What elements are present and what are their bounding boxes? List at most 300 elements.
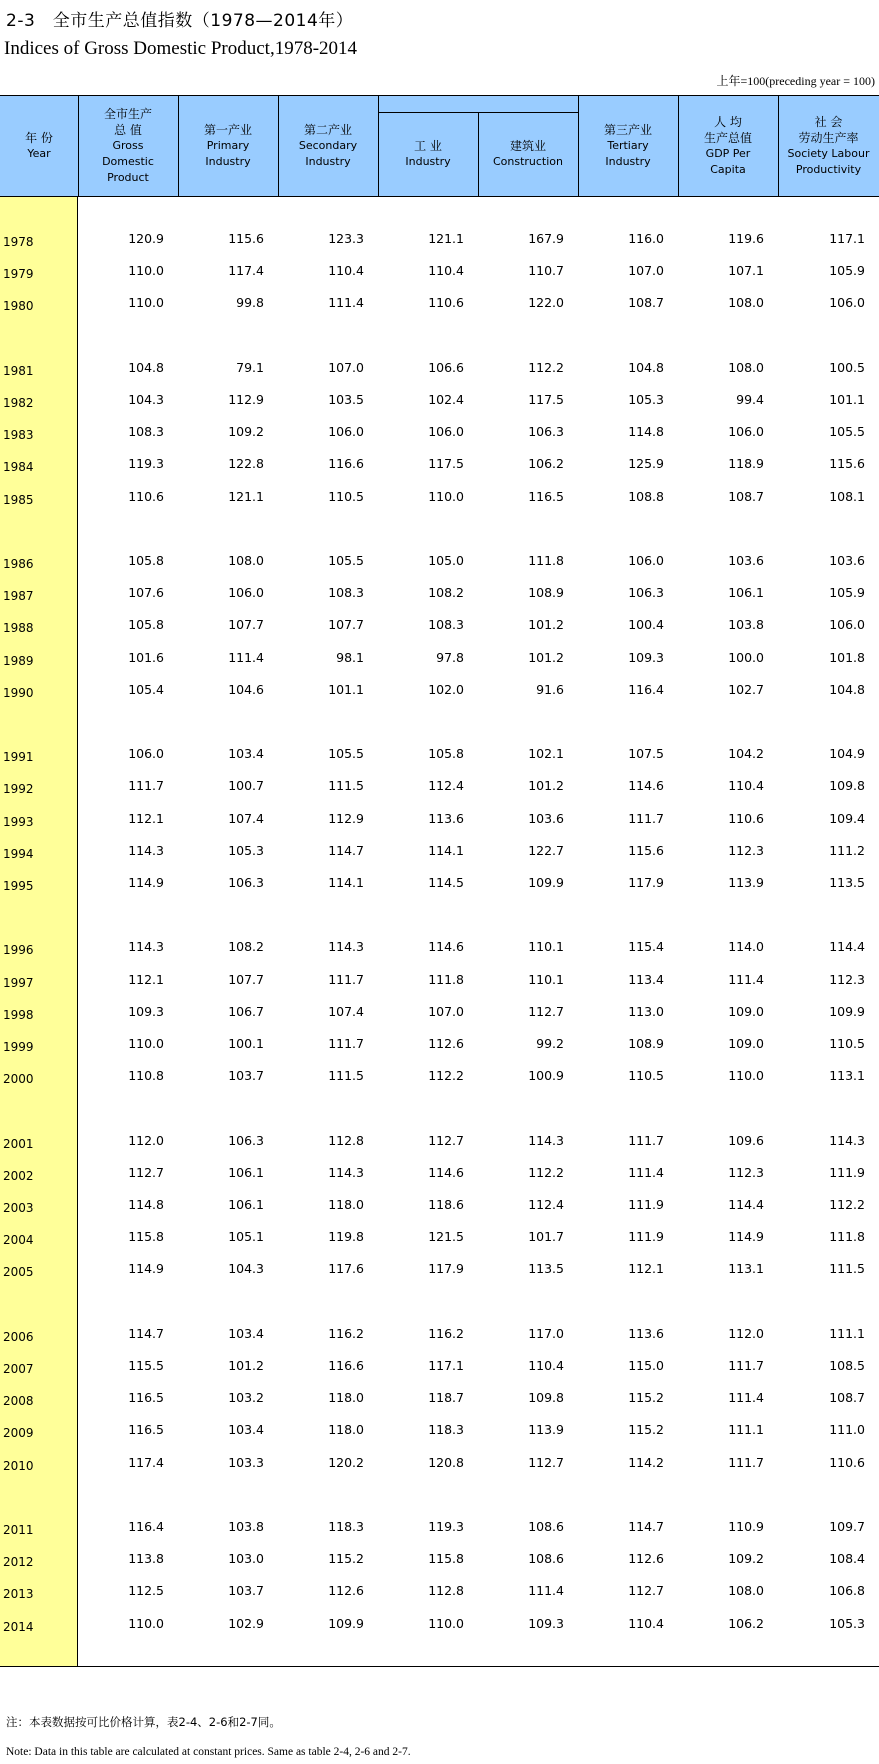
table-cell-labour: 111.8 — [829, 1229, 865, 1244]
table-cell-secondary: 112.8 — [328, 1133, 364, 1148]
table-cell-secondary: 116.6 — [328, 1358, 364, 1373]
column-header-en: Year — [27, 147, 51, 160]
column-header-percapita — [678, 96, 778, 196]
table-cell-gdp: 110.8 — [128, 1068, 164, 1083]
table-cell-secondary: 112.6 — [328, 1583, 364, 1598]
table-cell-tertiary: 115.0 — [628, 1358, 664, 1373]
table-cell-percapita: 110.4 — [728, 778, 764, 793]
page-title-en: Indices of Gross Domestic Product,1978-2014 — [4, 38, 358, 59]
table-cell-primary: 99.8 — [236, 295, 264, 310]
table-cell-primary: 108.2 — [228, 939, 264, 954]
table-cell-tertiary: 112.7 — [628, 1583, 664, 1598]
table-cell-primary: 112.9 — [228, 392, 264, 407]
row-year: 1997 — [3, 976, 34, 990]
table-cell-labour: 115.6 — [829, 456, 865, 471]
table-cell-gdp: 114.7 — [128, 1326, 164, 1341]
table-cell-secondary: 105.5 — [328, 746, 364, 761]
table-cell-secondary: 107.7 — [328, 617, 364, 632]
table-cell-labour: 105.5 — [829, 424, 865, 439]
table-cell-primary: 107.7 — [228, 972, 264, 987]
table-cell-tertiary: 111.4 — [628, 1165, 664, 1180]
table-cell-labour: 110.6 — [829, 1455, 865, 1470]
table-cell-industry: 117.9 — [428, 1261, 464, 1276]
row-year: 1995 — [3, 879, 34, 893]
table-cell-percapita: 109.6 — [728, 1133, 764, 1148]
row-year: 1992 — [3, 782, 34, 796]
table-cell-gdp: 115.8 — [128, 1229, 164, 1244]
table-cell-secondary: 114.3 — [328, 1165, 364, 1180]
table-cell-industry: 110.4 — [428, 263, 464, 278]
table-cell-tertiary: 112.6 — [628, 1551, 664, 1566]
table-cell-primary: 108.0 — [228, 553, 264, 568]
table-cell-industry: 113.6 — [428, 811, 464, 826]
header-rule — [0, 196, 879, 197]
table-cell-industry: 107.0 — [428, 1004, 464, 1019]
table-cell-percapita: 100.0 — [728, 650, 764, 665]
table-cell-labour: 109.4 — [829, 811, 865, 826]
table-cell-percapita: 111.7 — [728, 1455, 764, 1470]
table-cell-primary: 106.1 — [228, 1165, 264, 1180]
table-cell-construction: 108.9 — [528, 585, 564, 600]
table-cell-percapita: 106.1 — [728, 585, 764, 600]
table-cell-labour: 113.5 — [829, 875, 865, 890]
table-cell-tertiary: 113.0 — [628, 1004, 664, 1019]
column-header-en: Gross Domestic Product — [102, 139, 154, 184]
column-header-en: Industry — [405, 155, 451, 168]
row-year: 2004 — [3, 1233, 34, 1247]
table-cell-industry: 111.8 — [428, 972, 464, 987]
table-cell-construction: 101.2 — [528, 778, 564, 793]
table-cell-tertiary: 115.4 — [628, 939, 664, 954]
table-cell-gdp: 106.0 — [128, 746, 164, 761]
table-cell-tertiary: 113.6 — [628, 1326, 664, 1341]
table-cell-secondary: 118.0 — [328, 1197, 364, 1212]
table-cell-percapita: 113.9 — [728, 875, 764, 890]
table-cell-gdp: 110.0 — [128, 295, 164, 310]
row-year: 1998 — [3, 1008, 34, 1022]
table-cell-tertiary: 114.2 — [628, 1455, 664, 1470]
table-cell-gdp: 104.8 — [128, 360, 164, 375]
table-cell-construction: 117.0 — [528, 1326, 564, 1341]
table-cell-percapita: 103.8 — [728, 617, 764, 632]
table-cell-construction: 100.9 — [528, 1068, 564, 1083]
table-cell-industry: 116.2 — [428, 1326, 464, 1341]
column-header-year — [0, 96, 78, 196]
table-cell-labour: 108.5 — [829, 1358, 865, 1373]
table-cell-gdp: 111.7 — [128, 778, 164, 793]
table-cell-labour: 111.1 — [829, 1326, 865, 1341]
column-header-en: Tertiary Industry — [605, 139, 651, 168]
table-cell-labour: 110.5 — [829, 1036, 865, 1051]
table-cell-construction: 102.1 — [528, 746, 564, 761]
table-cell-gdp: 101.6 — [128, 650, 164, 665]
table-cell-industry: 102.0 — [428, 682, 464, 697]
row-year: 2008 — [3, 1394, 34, 1408]
table-cell-percapita: 108.7 — [728, 489, 764, 504]
table-cell-labour: 108.1 — [829, 489, 865, 504]
table-cell-labour: 114.3 — [829, 1133, 865, 1148]
table-cell-industry: 110.0 — [428, 1616, 464, 1631]
table-cell-construction: 111.8 — [528, 553, 564, 568]
table-cell-construction: 110.7 — [528, 263, 564, 278]
table-cell-primary: 107.4 — [228, 811, 264, 826]
table-cell-construction: 109.8 — [528, 1390, 564, 1405]
table-cell-secondary: 116.6 — [328, 456, 364, 471]
table-cell-construction: 122.0 — [528, 295, 564, 310]
table-cell-gdp: 104.3 — [128, 392, 164, 407]
table-cell-percapita: 111.1 — [728, 1422, 764, 1437]
table-cell-construction: 110.1 — [528, 939, 564, 954]
table-cell-secondary: 107.0 — [328, 360, 364, 375]
table-cell-tertiary: 114.6 — [628, 778, 664, 793]
row-year: 2003 — [3, 1201, 34, 1215]
table-cell-primary: 103.4 — [228, 746, 264, 761]
table-cell-industry: 114.6 — [428, 939, 464, 954]
table-cell-industry: 118.6 — [428, 1197, 464, 1212]
table-cell-gdp: 110.6 — [128, 489, 164, 504]
table-cell-industry: 112.4 — [428, 778, 464, 793]
table-cell-secondary: 116.2 — [328, 1326, 364, 1341]
table-cell-tertiary: 117.9 — [628, 875, 664, 890]
row-year: 1984 — [3, 460, 34, 474]
table-cell-gdp: 109.3 — [128, 1004, 164, 1019]
table-cell-percapita: 110.6 — [728, 811, 764, 826]
table-cell-industry: 114.1 — [428, 843, 464, 858]
table-cell-construction: 117.5 — [528, 392, 564, 407]
table-cell-labour: 106.0 — [829, 617, 865, 632]
column-header-gdp — [78, 96, 178, 196]
table-cell-percapita: 110.9 — [728, 1519, 764, 1534]
table-cell-secondary: 117.6 — [328, 1261, 364, 1276]
table-cell-gdp: 112.1 — [128, 811, 164, 826]
table-cell-labour: 105.9 — [829, 585, 865, 600]
table-cell-industry: 110.6 — [428, 295, 464, 310]
table-cell-industry: 112.6 — [428, 1036, 464, 1051]
table-cell-secondary: 118.0 — [328, 1422, 364, 1437]
table-cell-construction: 113.5 — [528, 1261, 564, 1276]
table-cell-percapita: 106.0 — [728, 424, 764, 439]
table-cell-secondary: 106.0 — [328, 424, 364, 439]
row-year: 1982 — [3, 396, 34, 410]
table-cell-construction: 91.6 — [536, 682, 564, 697]
table-cell-construction: 112.7 — [528, 1004, 564, 1019]
row-year: 2006 — [3, 1330, 34, 1344]
table-cell-percapita: 112.0 — [728, 1326, 764, 1341]
table-cell-construction: 113.9 — [528, 1422, 564, 1437]
table-cell-industry: 121.5 — [428, 1229, 464, 1244]
table-cell-tertiary: 115.6 — [628, 843, 664, 858]
table-cell-tertiary: 100.4 — [628, 617, 664, 632]
column-header-labour — [778, 96, 879, 196]
table-cell-secondary: 108.3 — [328, 585, 364, 600]
table-cell-labour: 111.0 — [829, 1422, 865, 1437]
table-cell-industry: 117.1 — [428, 1358, 464, 1373]
table-cell-industry: 115.8 — [428, 1551, 464, 1566]
table-cell-construction: 101.7 — [528, 1229, 564, 1244]
table-cell-tertiary: 115.2 — [628, 1390, 664, 1405]
table-cell-construction: 112.2 — [528, 360, 564, 375]
table-cell-secondary: 114.7 — [328, 843, 364, 858]
table-cell-industry: 119.3 — [428, 1519, 464, 1534]
table-cell-primary: 103.3 — [228, 1455, 264, 1470]
table-cell-tertiary: 116.4 — [628, 682, 664, 697]
column-header-secondary — [278, 96, 378, 196]
table-cell-secondary: 119.8 — [328, 1229, 364, 1244]
table-cell-primary: 106.3 — [228, 1133, 264, 1148]
table-cell-gdp: 114.9 — [128, 875, 164, 890]
table-cell-industry: 118.3 — [428, 1422, 464, 1437]
table-cell-primary: 103.2 — [228, 1390, 264, 1405]
table-cell-gdp: 116.4 — [128, 1519, 164, 1534]
table-cell-primary: 117.4 — [228, 263, 264, 278]
row-year: 2000 — [3, 1072, 34, 1086]
table-cell-secondary: 112.9 — [328, 811, 364, 826]
row-year: 1978 — [3, 235, 34, 249]
table-cell-tertiary: 107.5 — [628, 746, 664, 761]
column-header-tertiary — [578, 96, 678, 196]
table-cell-labour: 112.3 — [829, 972, 865, 987]
column-header-zh: 建筑业 — [509, 139, 546, 153]
table-cell-industry: 112.8 — [428, 1583, 464, 1598]
row-year: 2009 — [3, 1426, 34, 1440]
table-cell-primary: 102.9 — [228, 1616, 264, 1631]
table-cell-labour: 113.1 — [829, 1068, 865, 1083]
table-cell-tertiary: 111.9 — [628, 1197, 664, 1212]
table-cell-construction: 106.3 — [528, 424, 564, 439]
row-year: 2007 — [3, 1362, 34, 1376]
table-cell-gdp: 115.5 — [128, 1358, 164, 1373]
table-cell-percapita: 119.6 — [728, 231, 764, 246]
table-cell-industry: 114.6 — [428, 1165, 464, 1180]
table-cell-primary: 106.3 — [228, 875, 264, 890]
table-cell-tertiary: 106.3 — [628, 585, 664, 600]
row-year: 2013 — [3, 1587, 34, 1601]
table-cell-percapita: 103.6 — [728, 553, 764, 568]
table-cell-construction: 101.2 — [528, 617, 564, 632]
table-cell-gdp: 107.6 — [128, 585, 164, 600]
table-cell-industry: 108.3 — [428, 617, 464, 632]
table-cell-primary: 103.7 — [228, 1583, 264, 1598]
table-cell-secondary: 110.5 — [328, 489, 364, 504]
column-header-en: Society Labour Productivity — [787, 147, 870, 176]
table-cell-percapita: 108.0 — [728, 1583, 764, 1598]
table-cell-construction: 110.1 — [528, 972, 564, 987]
table-cell-labour: 104.9 — [829, 746, 865, 761]
column-header-zh: 人 均 生产总值 — [703, 115, 752, 145]
table-cell-percapita: 114.4 — [728, 1197, 764, 1212]
table-cell-percapita: 109.2 — [728, 1551, 764, 1566]
table-cell-secondary: 114.3 — [328, 939, 364, 954]
table-cell-labour: 101.8 — [829, 650, 865, 665]
column-header-en: Secondary Industry — [298, 139, 358, 168]
table-cell-gdp: 116.5 — [128, 1390, 164, 1405]
table-cell-industry: 118.7 — [428, 1390, 464, 1405]
table-cell-tertiary: 104.8 — [628, 360, 664, 375]
table-cell-industry: 121.1 — [428, 231, 464, 246]
table-cell-primary: 103.4 — [228, 1326, 264, 1341]
table-cell-labour: 117.1 — [829, 231, 865, 246]
table-cell-tertiary: 106.0 — [628, 553, 664, 568]
table-cell-gdp: 117.4 — [128, 1455, 164, 1470]
table-cell-industry: 106.0 — [428, 424, 464, 439]
row-year: 1993 — [3, 815, 34, 829]
table-cell-gdp: 110.0 — [128, 1616, 164, 1631]
table-cell-secondary: 111.4 — [328, 295, 364, 310]
table-cell-secondary: 118.3 — [328, 1519, 364, 1534]
table-cell-secondary: 120.2 — [328, 1455, 364, 1470]
table-cell-construction: 112.4 — [528, 1197, 564, 1212]
column-header-primary — [178, 96, 278, 196]
table-cell-percapita: 102.7 — [728, 682, 764, 697]
table-cell-industry: 117.5 — [428, 456, 464, 471]
row-year: 2012 — [3, 1555, 34, 1569]
table-cell-primary: 111.4 — [228, 650, 264, 665]
table-cell-primary: 104.3 — [228, 1261, 264, 1276]
table-cell-tertiary: 110.5 — [628, 1068, 664, 1083]
column-header-zh: 第一产业 — [203, 123, 252, 137]
table-cell-industry: 112.2 — [428, 1068, 464, 1083]
table-cell-gdp: 114.3 — [128, 939, 164, 954]
table-cell-primary: 103.4 — [228, 1422, 264, 1437]
table-cell-labour: 108.4 — [829, 1551, 865, 1566]
table-cell-construction: 108.6 — [528, 1519, 564, 1534]
column-header-zh: 工 业 — [414, 139, 442, 153]
row-year: 2010 — [3, 1459, 34, 1473]
table-cell-construction: 106.2 — [528, 456, 564, 471]
table-cell-secondary: 111.5 — [328, 1068, 364, 1083]
table-cell-gdp: 105.4 — [128, 682, 164, 697]
table-cell-labour: 105.3 — [829, 1616, 865, 1631]
table-cell-gdp: 110.0 — [128, 1036, 164, 1051]
table-cell-labour: 109.9 — [829, 1004, 865, 1019]
table-cell-percapita: 118.9 — [728, 456, 764, 471]
table-cell-percapita: 113.1 — [728, 1261, 764, 1276]
table-cell-tertiary: 109.3 — [628, 650, 664, 665]
table-cell-percapita: 111.7 — [728, 1358, 764, 1373]
table-cell-primary: 121.1 — [228, 489, 264, 504]
column-header-zh: 第二产业 — [303, 123, 352, 137]
page-title-zh: 2-3 全市生产总值指数（1978—2014年） — [6, 11, 354, 31]
table-cell-tertiary: 108.9 — [628, 1036, 664, 1051]
table-cell-construction: 109.3 — [528, 1616, 564, 1631]
table-cell-secondary: 111.7 — [328, 1036, 364, 1051]
row-year: 1980 — [3, 299, 34, 313]
table-cell-labour: 112.2 — [829, 1197, 865, 1212]
table-cell-labour: 108.7 — [829, 1390, 865, 1405]
table-cell-percapita: 112.3 — [728, 1165, 764, 1180]
table-cell-labour: 109.8 — [829, 778, 865, 793]
unit-label: 上年=100(preceding year = 100) — [716, 74, 875, 88]
table-cell-construction: 111.4 — [528, 1583, 564, 1598]
table-cell-labour: 109.7 — [829, 1519, 865, 1534]
table-cell-industry: 102.4 — [428, 392, 464, 407]
table-cell-percapita: 109.0 — [728, 1004, 764, 1019]
row-year: 1990 — [3, 686, 34, 700]
table-cell-gdp: 114.9 — [128, 1261, 164, 1276]
table-cell-primary: 103.7 — [228, 1068, 264, 1083]
table-cell-percapita: 114.9 — [728, 1229, 764, 1244]
row-year: 2014 — [3, 1620, 34, 1634]
table-cell-percapita: 107.1 — [728, 263, 764, 278]
table-cell-primary: 106.0 — [228, 585, 264, 600]
table-cell-gdp: 112.5 — [128, 1583, 164, 1598]
table-cell-industry: 105.8 — [428, 746, 464, 761]
top-rule — [0, 95, 879, 96]
table-cell-gdp: 120.9 — [128, 231, 164, 246]
table-cell-industry: 97.8 — [436, 650, 464, 665]
table-cell-primary: 122.8 — [228, 456, 264, 471]
row-year: 2002 — [3, 1169, 34, 1183]
table-cell-tertiary: 111.7 — [628, 1133, 664, 1148]
table-cell-labour: 111.2 — [829, 843, 865, 858]
table-cell-primary: 100.1 — [228, 1036, 264, 1051]
table-cell-percapita: 109.0 — [728, 1036, 764, 1051]
row-year: 1996 — [3, 943, 34, 957]
table-cell-labour: 106.8 — [829, 1583, 865, 1598]
table-cell-percapita: 104.2 — [728, 746, 764, 761]
table-cell-tertiary: 114.8 — [628, 424, 664, 439]
row-year: 1981 — [3, 364, 34, 378]
table-cell-primary: 105.3 — [228, 843, 264, 858]
table-cell-primary: 115.6 — [228, 231, 264, 246]
column-header-industry — [378, 112, 478, 196]
column-header-en: Construction — [492, 155, 564, 168]
table-cell-percapita: 106.2 — [728, 1616, 764, 1631]
table-cell-gdp: 112.7 — [128, 1165, 164, 1180]
table-cell-secondary: 118.0 — [328, 1390, 364, 1405]
row-year: 2005 — [3, 1265, 34, 1279]
table-cell-secondary: 107.4 — [328, 1004, 364, 1019]
table-cell-percapita: 112.3 — [728, 843, 764, 858]
column-header-zh: 第三产业 — [603, 123, 652, 137]
table-cell-construction: 110.4 — [528, 1358, 564, 1373]
table-cell-industry: 110.0 — [428, 489, 464, 504]
column-header-en: Primary Industry — [205, 139, 251, 168]
table-cell-tertiary: 116.0 — [628, 231, 664, 246]
table-header — [0, 96, 879, 196]
table-cell-primary: 104.6 — [228, 682, 264, 697]
table-cell-construction: 101.2 — [528, 650, 564, 665]
table-cell-labour: 105.9 — [829, 263, 865, 278]
table-cell-secondary: 103.5 — [328, 392, 364, 407]
row-year: 1991 — [3, 750, 34, 764]
table-cell-construction: 103.6 — [528, 811, 564, 826]
table-cell-gdp: 114.8 — [128, 1197, 164, 1212]
table-cell-construction: 109.9 — [528, 875, 564, 890]
table-cell-secondary: 98.1 — [336, 650, 364, 665]
table-cell-gdp: 105.8 — [128, 553, 164, 568]
table-cell-percapita: 111.4 — [728, 972, 764, 987]
table-cell-secondary: 105.5 — [328, 553, 364, 568]
table-cell-construction: 114.3 — [528, 1133, 564, 1148]
table-cell-gdp: 112.1 — [128, 972, 164, 987]
column-header-construction — [478, 112, 578, 196]
column-header-zh: 全市生产 总 值 — [103, 107, 152, 137]
table-cell-gdp: 105.8 — [128, 617, 164, 632]
table-cell-tertiary: 115.2 — [628, 1422, 664, 1437]
bottom-rule — [0, 1666, 879, 1667]
table-cell-gdp: 116.5 — [128, 1422, 164, 1437]
table-cell-labour: 106.0 — [829, 295, 865, 310]
table-cell-secondary: 101.1 — [328, 682, 364, 697]
table-cell-secondary: 123.3 — [328, 231, 364, 246]
table-cell-secondary: 115.2 — [328, 1551, 364, 1566]
table-cell-tertiary: 108.8 — [628, 489, 664, 504]
table-cell-labour: 114.4 — [829, 939, 865, 954]
table-cell-industry: 112.7 — [428, 1133, 464, 1148]
table-cell-industry: 108.2 — [428, 585, 464, 600]
table-cell-primary: 109.2 — [228, 424, 264, 439]
